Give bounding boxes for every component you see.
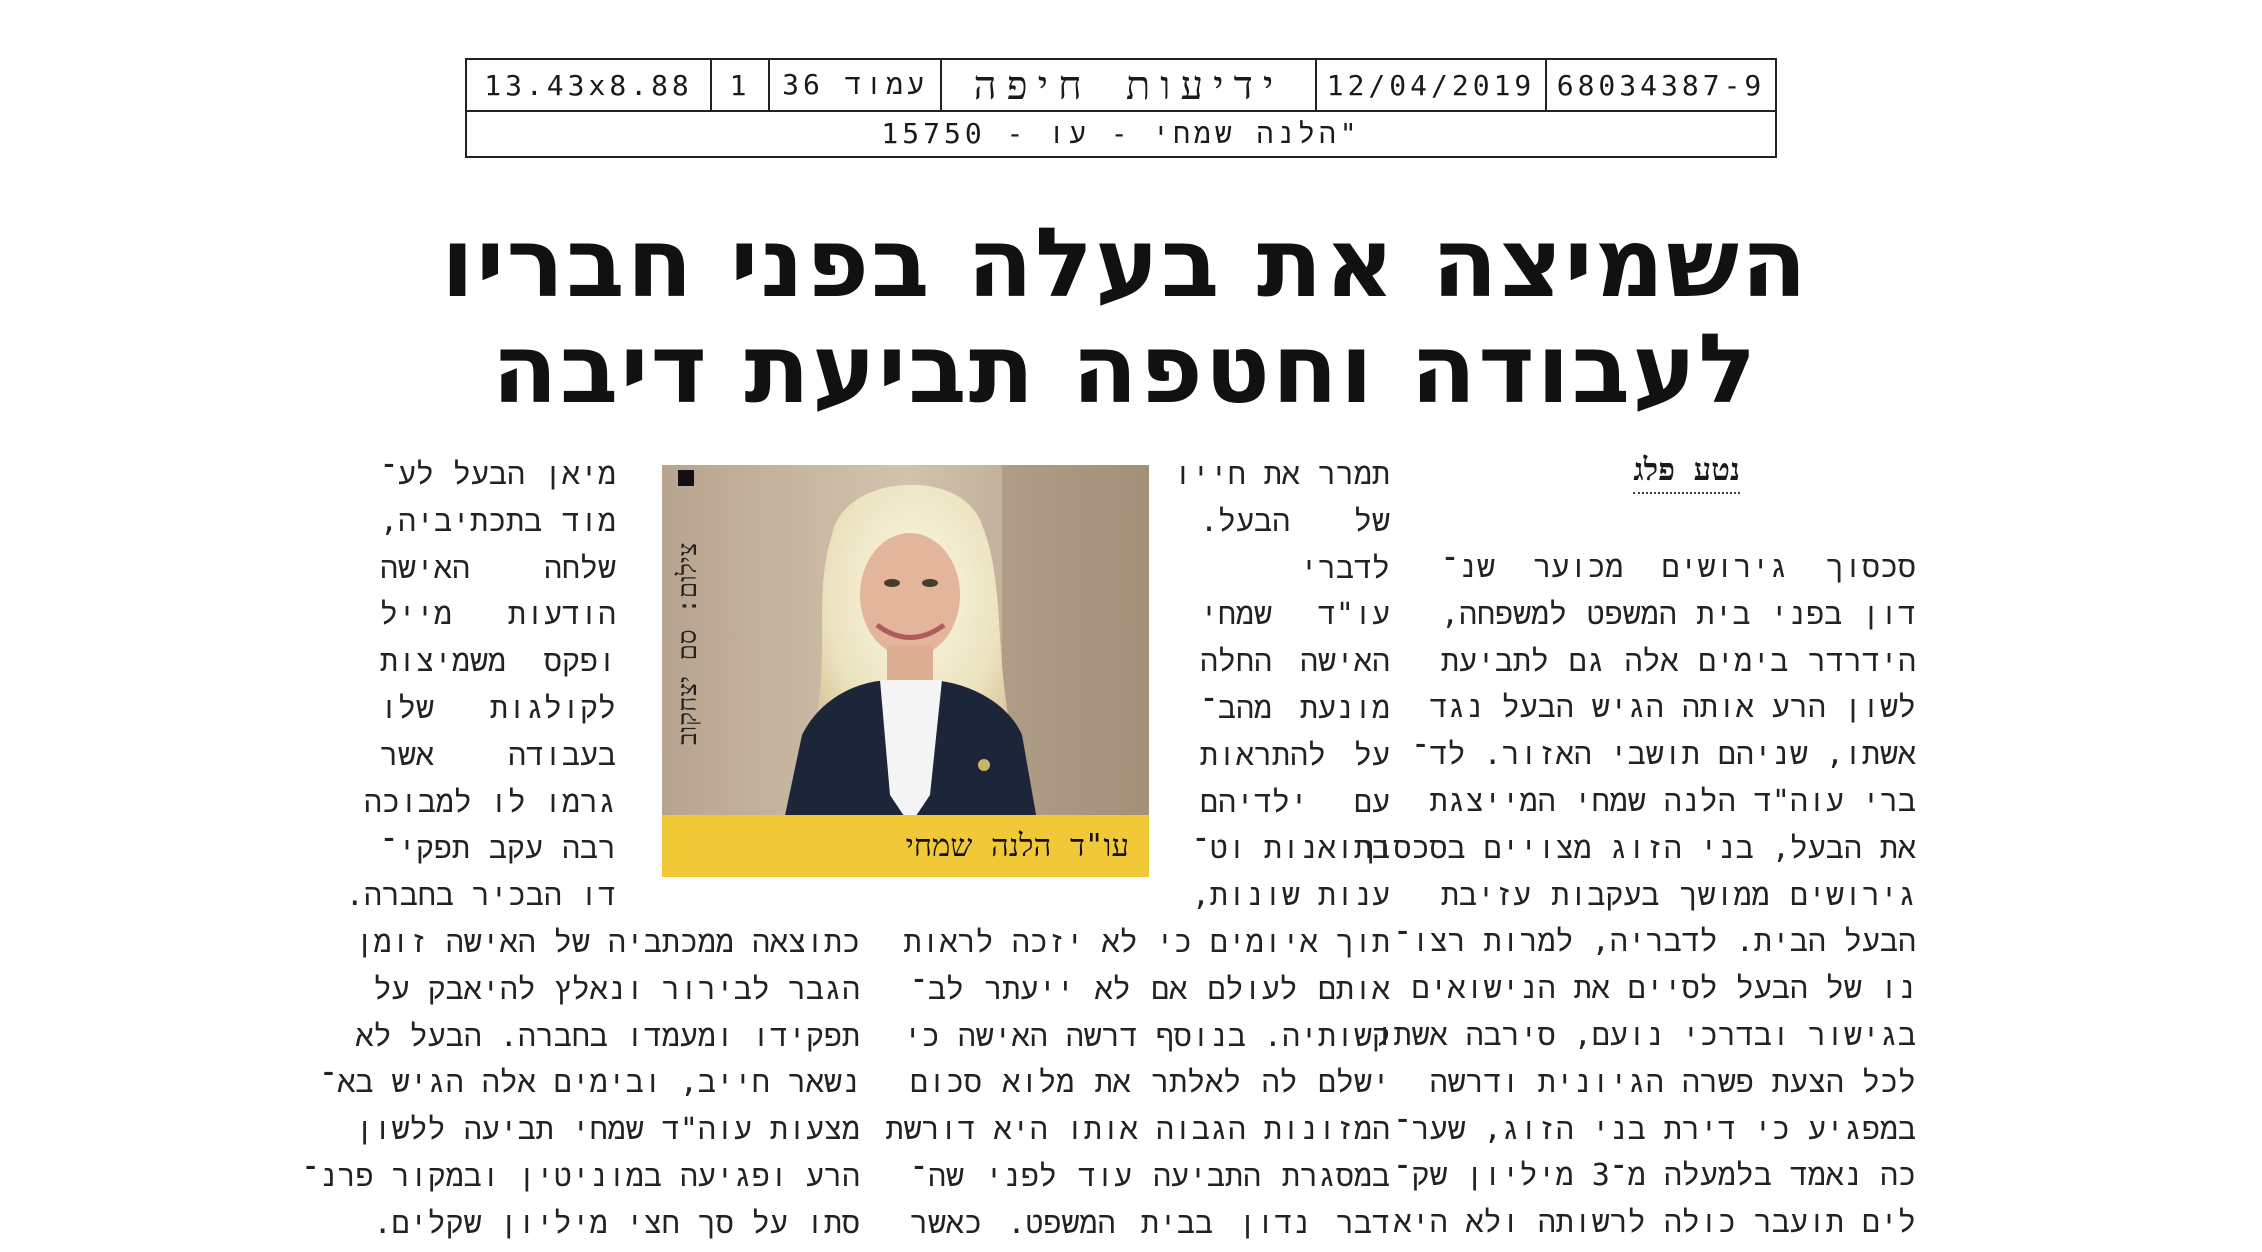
article-text-line: אותם לעולם אם לא ייעתר לב־ (910, 971, 1390, 1007)
article-text-line: דו הבכיר בחברה. (345, 878, 616, 914)
article-text-line: תפקידו ומעמדו בחברה. הבעל לא (355, 1018, 860, 1054)
article-text-line: אשתו, שניהם תושבי האזור. לד־ (1411, 737, 1916, 773)
author-name: נטע פלג (1633, 452, 1740, 494)
clipping-subject: "הלנה שמחי - עו - 15750 (881, 116, 1361, 150)
photo-credit-text: צילום: סם יצחקוב (673, 542, 703, 745)
article-text-line: המזונות הגבוה אותו היא דורשת (885, 1112, 1390, 1148)
photo-caption-bar (662, 815, 1149, 877)
article-headline (380, 207, 1870, 425)
metadata-row (467, 60, 1775, 112)
article-text-line: הידרדר בימים אלה גם לתביעת (1441, 643, 1916, 679)
clipping-metadata-box (465, 58, 1777, 158)
article-column-3-bottom (301, 920, 860, 1248)
article-text-line: של הבעל. (1200, 503, 1390, 539)
article-text-line: ענות שונות, (1191, 878, 1390, 914)
page-number: עמוד 36 (768, 60, 940, 110)
article-text-line: מצעות עוה"ד שמחי תביעה ללשון (355, 1112, 860, 1148)
article-text-line: עו"ד שמחי (1200, 597, 1390, 633)
article-text-line: ברי עוה"ד הלנה שמחי המייצגת (1429, 783, 1916, 819)
article-text-line: לשון הרע אותה הגיש הבעל נגד (1429, 690, 1916, 726)
article-text-line: סכסוך גירושים מכוער שנ־ (1441, 550, 1916, 585)
article-text-line: את הבעל, בני הזוג מצויים בסכסוך (1357, 830, 1916, 866)
article-text-line: תוך איומים כי לא יזכה לראות (903, 925, 1390, 960)
article-text-line: כה נאמד בלמעלה מ־3 מיליון שק־ (1393, 1158, 1916, 1194)
article-text-line: קשותיה. בנוסף דרשה האישה כי (903, 1018, 1390, 1054)
article-text-line: דבר נדון בבית המשפט. כאשר (910, 1205, 1390, 1241)
article-column-1 (1357, 545, 1916, 1247)
article-text-line: במסגרת התביעה עוד לפני שה־ (910, 1158, 1390, 1194)
article-text-line: גרמו לו למבוכה (363, 784, 616, 820)
author-byline (1620, 452, 1740, 488)
article-text-line: רבה עקב תפקי־ (380, 831, 616, 867)
article-column-2-top (1173, 452, 1390, 920)
article-text-line: במפגיע כי דירת בני הזוג, שער־ (1393, 1111, 1916, 1147)
item-count: 1 (710, 60, 768, 110)
photo-caption: עו"ד הלנה שמחי (905, 828, 1129, 864)
article-text-line: סתו על סך חצי מיליון שקלים. (373, 1205, 860, 1241)
article-text-line: בעבודה אשר (380, 737, 616, 773)
article-text-line: ישלם לה לאלתר את מלוא סכום (910, 1065, 1390, 1101)
article-text-line: האישה החלה (1200, 644, 1390, 680)
article-text-line: דון בפני בית המשפט למשפחה, (1441, 596, 1916, 632)
article-text-line: נו של הבעל לסיים את הנישואים (1411, 971, 1916, 1007)
article-text-line: הגבר לבירור ונאלץ להיאבק על (373, 971, 860, 1007)
article-column-2-bottom (885, 920, 1390, 1248)
newspaper-name: ידיעות חיפה (940, 60, 1315, 110)
article-text-line: על להתראות (1200, 737, 1390, 773)
article-text-line: גירושים ממושך בעקבות עזיבת (1441, 877, 1916, 913)
article-text-line: כתוצאה ממכתביה של האישה זומן (355, 925, 860, 960)
article-text-line: לדברי (1299, 550, 1390, 586)
article-text-line: עם ילדיהם (1200, 784, 1390, 820)
article-text-line: הודעות מייל (380, 597, 616, 633)
clipping-size: 13.43x8.88 (484, 68, 693, 102)
clipping-date: 12/04/2019 (1315, 60, 1545, 110)
article-text-line: בגישור ובדרכי נועם, סירבה אשתו (1375, 1017, 1916, 1053)
article-text-line: ופקס משמיצות (380, 644, 616, 680)
clipping-id: 68034387-9 (1545, 60, 1775, 110)
photo-credit (668, 470, 708, 770)
headline-line-1: השמיצה את בעלה בפני חבריו (441, 207, 1809, 319)
article-text-line: לכל הצעת פשרה הגיונית ודרשה (1429, 1064, 1916, 1100)
article-text-line: לקולגות שלו (380, 690, 616, 726)
headline-line-2: לעבודה וחטפה תביעת דיבה (491, 313, 1759, 425)
article-text-line: מונעת מהב־ (1200, 690, 1390, 726)
article-text-line: מוד בתכתיביה, (380, 503, 616, 539)
article-text-line: נשאר חייב, ובימים אלה הגיש בא־ (319, 1065, 860, 1101)
article-text-line: תמרר את חייו (1173, 457, 1390, 492)
photo-credit-square-icon (678, 470, 694, 486)
article-text-line: מיאן הבעל לע־ (380, 457, 616, 492)
article-text-line: הבעל הבית. לדבריה, למרות רצו־ (1393, 924, 1916, 960)
article-column-3-top (345, 452, 616, 920)
article-text-line: שלחה האישה (380, 550, 616, 586)
article-text-line: לים תועבר כולה לרשותה ולא היא (1393, 1205, 1916, 1241)
article-text-line: בתואנות וט־ (1191, 831, 1390, 867)
article-text-line: הרע ופגיעה במוניטין ובמקור פרנ־ (301, 1158, 860, 1194)
